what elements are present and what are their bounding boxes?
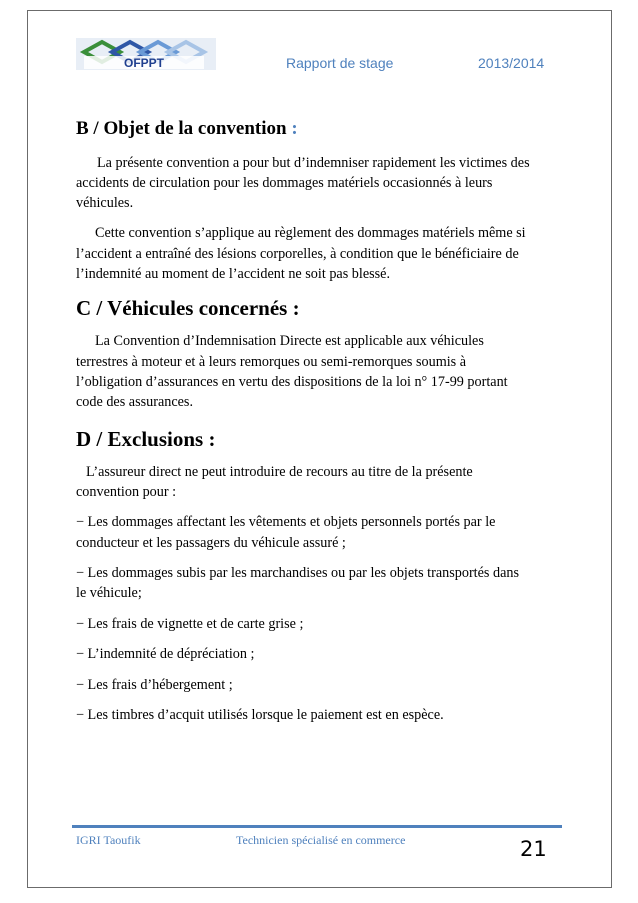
logo-text: OFPPT <box>123 56 165 70</box>
list-item: − Les timbres d’acquit utilisés lorsque le paiement est en espèce. <box>76 707 444 723</box>
section-b-heading-text: B / Objet de la convention <box>76 118 287 139</box>
paragraph-line: Cette convention s’applique au règlement des dommages matériels même si <box>95 225 526 241</box>
paragraph-line: code des assurances. <box>76 394 193 410</box>
section-b-heading-colon: : <box>291 118 298 139</box>
list-item: − Les dommages affectant les vêtements et objets personnels portés par le <box>76 514 496 530</box>
section-d-heading: D / Exclusions : <box>76 427 216 451</box>
paragraph-line: l’indemnité au moment de l’accident ne soit pas blessé. <box>76 266 391 282</box>
paragraph-line: l’obligation d’assurances en vertu des dispositions de la loi n° 17-99 portant <box>76 374 508 390</box>
section-b-heading <box>76 118 298 140</box>
paragraph-line: terrestres à moteur et à leurs remorques ou semi-remorques soumis à <box>76 354 467 370</box>
ofppt-logo <box>76 38 216 70</box>
list-item: − Les frais d’hébergement ; <box>76 677 233 693</box>
list-item: − L’indemnité de dépréciation ; <box>76 646 255 662</box>
list-item-continuation: conducteur et les passagers du véhicule assuré ; <box>76 535 346 551</box>
paragraph-line: L’assureur direct ne peut introduire de recours au titre de la présente <box>86 464 473 480</box>
header-title: Rapport de stage <box>286 55 394 71</box>
paragraph-line: véhicules. <box>76 195 134 211</box>
paragraph-line: La Convention d’Indemnisation Directe est applicable aux véhicules <box>95 333 484 349</box>
header-year: 2013/2014 <box>478 55 545 71</box>
list-item: − Les frais de vignette et de carte grise ; <box>76 616 304 632</box>
list-item-continuation: le véhicule; <box>76 585 142 601</box>
paragraph-line: La présente convention a pour but d’indemniser rapidement les victimes des <box>97 155 530 171</box>
page-number: 21 <box>520 837 547 861</box>
list-item: − Les dommages subis par les marchandises ou par les objets transportés dans <box>76 565 519 581</box>
paragraph-line: l’accident a entraîné des lésions corporelles, à condition que le bénéficiaire de <box>76 246 519 262</box>
paragraph-line: accidents de circulation pour les dommages matériels occasionnés à leurs <box>76 175 493 191</box>
paragraph-line: convention pour : <box>76 484 177 500</box>
footer-role: Technicien spécialisé en commerce <box>236 833 406 847</box>
footer-rule <box>72 825 562 828</box>
section-c-heading: C / Véhicules concernés : <box>76 296 300 320</box>
footer-author: IGRI Taoufik <box>76 833 141 847</box>
